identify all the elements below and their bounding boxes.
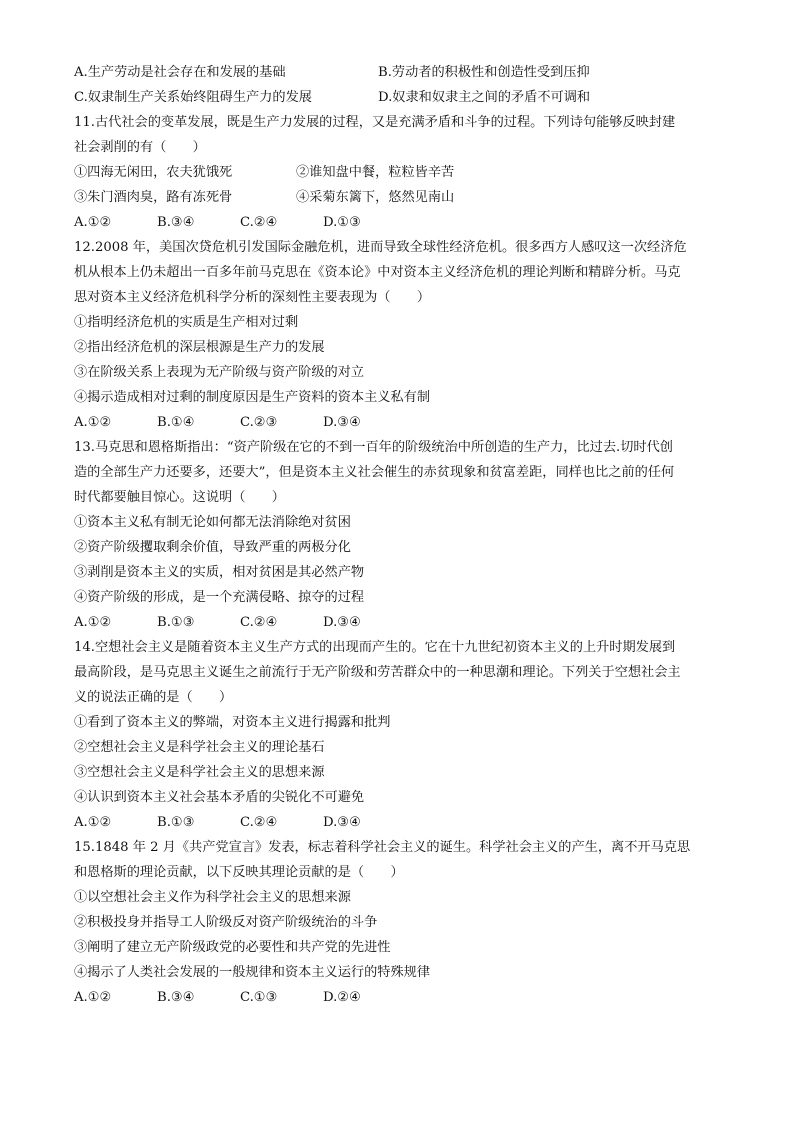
q13-stem-line-3: 时代都要触目惊心。这说明（ ） [74,490,285,505]
q11-item-3: ③朱门酒肉臭，路有冻死骨 [74,190,233,205]
q11-items-row-1 [74,164,744,182]
q15-item-2: ②积极投身并指导工人阶级反对资产阶级统治的斗争 [74,915,378,930]
q13-option-a: A.①② [74,615,112,630]
q14-stem-line-2: 最高阶段，是马克思主义诞生之前流行于无产阶级和劳苦群众中的一种思潮和理论。下列关于空想社会主 [74,665,681,680]
q10-options-row-2 [74,89,744,107]
q15-stem-line-1: 15.1848 年 2 月《共产党宣言》发表，标志着科学社会主义的诞生。科学社会主义的产生，离不开马克思 [74,840,691,855]
q11-stem-line-2: 社会剥削的有（ ） [74,140,206,155]
q13-option-c: C.②④ [240,615,278,630]
q10-option-c: C.奴隶制生产关系始终阻碍生产力的发展 [74,90,312,105]
q15-option-b: B.③④ [157,990,195,1005]
q11-item-4: ④采菊东篱下，悠然见南山 [296,190,455,205]
q15-stem-line-2: 和恩格斯的理论贡献，以下反映其理论贡献的是（ ） [74,865,404,880]
q14-item-3: ③空想社会主义是科学社会主义的思想来源 [74,765,325,780]
q14-option-d: D.③④ [323,815,361,830]
q13-option-d: D.③④ [323,615,361,630]
q11-item-1: ①四海无闲田，农夫犹饿死 [74,165,233,180]
q12-item-2: ②指出经济危机的深层根源是生产力的发展 [74,340,325,355]
q13-option-b: B.①③ [157,615,195,630]
q13-stem-line-1: 13.马克思和恩格斯指出：“资产阶级在它的不到一百年的阶级统治中所创造的生产力，比过去.切时代创 [74,440,673,455]
q13-item-4: ④资产阶级的形成，是一个充满侵略、掠夺的过程 [74,590,365,605]
q15-item-1: ①以空想社会主义作为科学社会主义的思想来源 [74,890,351,905]
q10-option-b: B.劳动者的积极性和创造性受到压抑 [378,65,590,80]
q14-item-2: ②空想社会主义是科学社会主义的理论基石 [74,740,325,755]
q15-option-a: A.①② [74,990,112,1005]
q15-item-3: ③阐明了建立无产阶级政党的必要性和共产党的先进性 [74,940,391,955]
q11-item-2: ②谁知盘中餐，粒粒皆辛苦 [296,165,455,180]
q12-stem-line-3: 思对资本主义经济危机科学分析的深刻性主要表现为（ ） [74,290,431,305]
q14-option-c: C.②④ [240,815,278,830]
q14-item-4: ④认识到资本主义社会基本矛盾的尖锐化不可避免 [74,790,365,805]
q12-item-4: ④揭示造成相对过剩的制度原因是生产资料的资本主义私有制 [74,390,431,405]
q13-stem-line-2: 造的全部生产力还要多，还要大”，但是资本主义社会催生的赤贫现象和贫富差距，同样也比之前的任何 [74,465,675,480]
q11-option-c: C.②④ [240,215,278,230]
q14-item-1: ①看到了资本主义的弊端，对资本主义进行揭露和批判 [74,715,391,730]
q14-option-b: B.①③ [157,815,195,830]
q13-item-1: ①资本主义私有制无论如何都无法消除绝对贫困 [74,515,351,530]
q15-option-d: D.②④ [323,990,361,1005]
q11-option-a: A.①② [74,215,112,230]
q12-option-d: D.③④ [323,415,361,430]
q10-options-row-1 [74,64,744,82]
q12-option-b: B.①④ [157,415,195,430]
q12-stem-line-2: 机从根本上仍未超出一百多年前马克思在《资本论》中对资本主义经济危机的理论判断和精辟分析。马克 [74,265,681,280]
q12-stem-line-1: 12.2008 年，美国次贷危机引发国际金融危机，进而导致全球性经济危机。很多西方人感叹这一次经济危 [74,240,687,255]
q12-option-c: C.②③ [240,415,278,430]
q15-item-4: ④揭示了人类社会发展的一般规律和资本主义运行的特殊规律 [74,965,431,980]
q11-option-b: B.③④ [157,215,195,230]
q12-item-1: ①指明经济危机的实质是生产相对过剩 [74,315,299,330]
q10-option-a: A.生产劳动是社会存在和发展的基础 [74,65,286,80]
q12-item-3: ③在阶级关系上表现为无产阶级与资产阶级的对立 [74,365,365,380]
q12-option-a: A.①② [74,415,112,430]
q11-stem-line-1: 11.古代社会的变革发展，既是生产力发展的过程，又是充满矛盾和斗争的过程。下列诗句能够反映封建 [74,115,676,130]
q10-option-d: D.奴隶和奴隶主之间的矛盾不可调和 [378,90,591,105]
q14-option-a: A.①② [74,815,112,830]
q14-stem-line-1: 14.空想社会主义是随着资本主义生产方式的出现而产生的。它在十九世纪初资本主义的上升时期发展到 [74,640,676,655]
q13-item-3: ③剥削是资本主义的实质，相对贫困是其必然产物 [74,565,365,580]
q14-stem-line-3: 义的说法正确的是（ ） [74,690,233,705]
q11-option-d: D.①③ [323,215,361,230]
q15-option-c: C.①③ [240,990,278,1005]
q13-item-2: ②资产阶级攫取剩余价值，导致严重的两极分化 [74,540,351,555]
q11-items-row-2 [74,189,744,207]
